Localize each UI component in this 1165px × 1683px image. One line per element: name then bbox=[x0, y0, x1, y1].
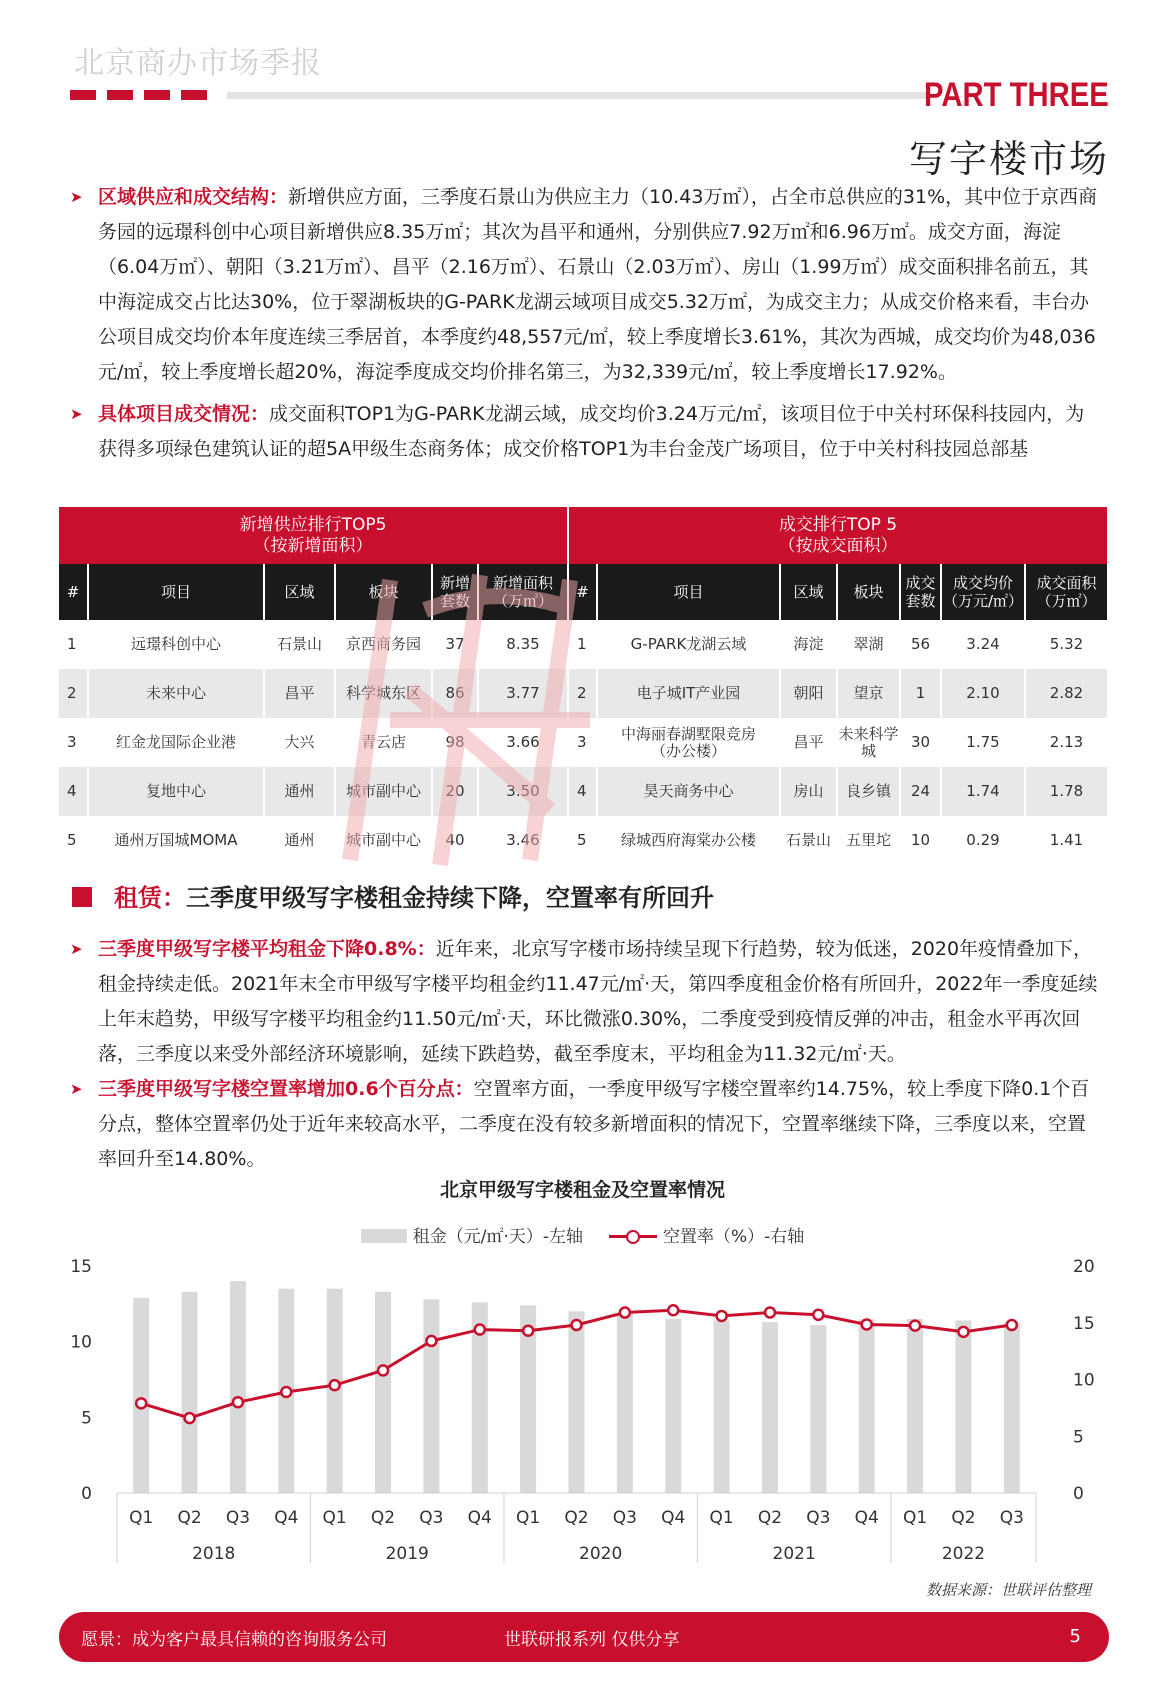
table-cell: 1.41 bbox=[1025, 816, 1107, 865]
column-header: # bbox=[59, 564, 88, 620]
bullet-arrow-icon: ➤ bbox=[70, 1080, 83, 1098]
rent-bar bbox=[182, 1292, 198, 1493]
table-cell: 石景山 bbox=[264, 620, 335, 669]
table-cell: 56 bbox=[900, 620, 941, 669]
table-cell: 86 bbox=[432, 669, 478, 718]
footer-vision: 愿景：成为客户最具信赖的咨询服务公司 bbox=[81, 1630, 387, 1650]
table-cell: 京西商务园 bbox=[335, 620, 432, 669]
rent-bar bbox=[907, 1319, 923, 1493]
quarter-tick: Q3 bbox=[999, 1508, 1024, 1528]
column-header: 成交均价 （万元/㎡） bbox=[941, 564, 1025, 620]
year-label: 2021 bbox=[772, 1544, 816, 1564]
table-cell: 1.75 bbox=[941, 718, 1025, 767]
column-header: 区域 bbox=[264, 564, 335, 620]
table-cell: 3.24 bbox=[941, 620, 1025, 669]
bullet-arrow-icon: ➤ bbox=[70, 940, 83, 958]
paragraph-lead: 三季度甲级写字楼平均租金下降0.8%： bbox=[98, 938, 436, 960]
table-cell: 复地中心 bbox=[88, 767, 264, 816]
rent-bar bbox=[133, 1298, 149, 1493]
rent-bar bbox=[423, 1299, 439, 1493]
rent-vacancy-chart bbox=[0, 1245, 1165, 1575]
table-cell: 1 bbox=[568, 620, 597, 669]
leasing-title: 三季度甲级写字楼租金持续下降，空置率有所回升 bbox=[186, 884, 714, 912]
table-cell: 大兴 bbox=[264, 718, 335, 767]
table-cell: 3.77 bbox=[478, 669, 568, 718]
table-cell: 24 bbox=[900, 767, 941, 816]
table-cell: 1 bbox=[59, 620, 88, 669]
table-cell: 城市副中心 bbox=[335, 767, 432, 816]
vacancy-point bbox=[765, 1308, 775, 1318]
table-cell: 电子城IT产业园 bbox=[597, 669, 780, 718]
column-header: # bbox=[568, 564, 597, 620]
table-cell: 绿城西府海棠办公楼 bbox=[597, 816, 780, 865]
rent-bar bbox=[859, 1319, 875, 1493]
vacancy-paragraph bbox=[70, 1072, 1100, 1177]
rent-bar bbox=[762, 1322, 778, 1493]
table-cell: 2.82 bbox=[1025, 669, 1107, 718]
right-axis-tick: 20 bbox=[1073, 1257, 1095, 1277]
bullet-arrow-icon: ➤ bbox=[70, 188, 83, 206]
table-cell: 五里坨 bbox=[837, 816, 900, 865]
vacancy-point bbox=[330, 1380, 340, 1390]
table-row bbox=[59, 718, 1107, 767]
paragraph-lead: 具体项目成交情况： bbox=[98, 403, 270, 425]
table-cell: G-PARK龙湖云域 bbox=[597, 620, 780, 669]
vacancy-point bbox=[426, 1336, 436, 1346]
left-axis-tick: 15 bbox=[70, 1257, 92, 1277]
table-cell: 3.46 bbox=[478, 816, 568, 865]
quarter-tick: Q2 bbox=[370, 1508, 396, 1528]
table-title-line: （按成交面积） bbox=[778, 535, 898, 556]
table-cell: 2 bbox=[568, 669, 597, 718]
table-cell: 远璟科创中心 bbox=[88, 620, 264, 669]
vacancy-point bbox=[620, 1308, 630, 1318]
year-label: 2018 bbox=[192, 1544, 236, 1564]
column-header: 区域 bbox=[780, 564, 837, 620]
table-cell: 青云店 bbox=[335, 718, 432, 767]
table-cell: 望京 bbox=[837, 669, 900, 718]
column-header: 板块 bbox=[335, 564, 432, 620]
table-cell: 昌平 bbox=[264, 669, 335, 718]
quarter-tick: Q3 bbox=[419, 1508, 444, 1528]
vacancy-point bbox=[572, 1320, 582, 1330]
year-label: 2020 bbox=[579, 1544, 623, 1564]
rent-bar bbox=[375, 1292, 391, 1493]
vacancy-point bbox=[233, 1397, 243, 1407]
column-header: 成交 套数 bbox=[900, 564, 941, 620]
paragraph-lead: 区域供应和成交结构： bbox=[98, 186, 289, 208]
right-axis-tick: 10 bbox=[1073, 1370, 1095, 1391]
vacancy-point bbox=[1007, 1320, 1017, 1330]
column-header: 新增 套数 bbox=[432, 564, 478, 620]
table-title-line: （按新增面积） bbox=[253, 535, 373, 556]
table-cell: 通州 bbox=[264, 767, 335, 816]
vacancy-point bbox=[281, 1387, 291, 1397]
vacancy-point bbox=[475, 1325, 485, 1335]
column-header: 板块 bbox=[837, 564, 900, 620]
right-axis-tick: 0 bbox=[1073, 1484, 1084, 1504]
table-cell: 红金龙国际企业港 bbox=[88, 718, 264, 767]
quarter-tick: Q3 bbox=[225, 1508, 251, 1528]
table-cell: 1.74 bbox=[941, 767, 1025, 816]
table-cell: 3.50 bbox=[478, 767, 568, 816]
page-number: 5 bbox=[1069, 1626, 1081, 1647]
footer-bar bbox=[59, 1612, 1109, 1662]
table-cell: 通州万国城MOMA bbox=[88, 816, 264, 865]
table-cell: 3 bbox=[59, 718, 88, 767]
quarter-tick: Q4 bbox=[274, 1508, 299, 1528]
vacancy-point bbox=[958, 1327, 968, 1337]
rent-bar bbox=[665, 1319, 681, 1493]
right-axis-tick: 5 bbox=[1073, 1427, 1084, 1448]
data-source: 数据来源：世联评估整理 bbox=[925, 1581, 1091, 1599]
column-header: 项目 bbox=[597, 564, 780, 620]
report-title: 北京商办市场季报 bbox=[74, 46, 322, 81]
table-cell: 3 bbox=[568, 718, 597, 767]
vacancy-point bbox=[185, 1413, 195, 1423]
part-label: PART THREE bbox=[924, 76, 1109, 114]
right-axis-tick: 15 bbox=[1073, 1313, 1095, 1334]
table-cell: 5.32 bbox=[1025, 620, 1107, 669]
ranking-table bbox=[59, 507, 1107, 865]
legend-vacancy-label: 空置率（%）-右轴 bbox=[662, 1227, 805, 1247]
quarter-tick: Q1 bbox=[902, 1508, 928, 1528]
quarter-tick: Q2 bbox=[564, 1508, 589, 1528]
table-row bbox=[59, 816, 1107, 865]
table-cell: 未来中心 bbox=[88, 669, 264, 718]
footer-series: 世联研报系列 仅供分享 bbox=[504, 1630, 680, 1650]
table-cell: 中海丽春湖墅限竞房 （办公楼） bbox=[597, 718, 780, 767]
table-cell: 海淀 bbox=[780, 620, 837, 669]
table-cell: 30 bbox=[900, 718, 941, 767]
vacancy-point bbox=[717, 1311, 727, 1321]
leasing-label: 租赁： bbox=[114, 884, 186, 912]
vacancy-point bbox=[862, 1319, 872, 1329]
rent-bar bbox=[714, 1320, 730, 1493]
quarter-tick: Q2 bbox=[177, 1508, 202, 1528]
project-deals-paragraph bbox=[70, 397, 1100, 467]
table-row bbox=[59, 767, 1107, 816]
table-cell: 37 bbox=[432, 620, 478, 669]
section-square-icon bbox=[72, 887, 92, 907]
header-rule bbox=[70, 90, 930, 102]
table-cell: 10 bbox=[900, 816, 941, 865]
vacancy-point bbox=[136, 1398, 146, 1408]
paragraph-lead: 三季度甲级写字楼空置率增加0.6个百分点： bbox=[98, 1078, 474, 1100]
paragraph-text: 近年来，北京写字楼市场持续呈现下行趋势，较为低迷，2020年疫情叠加下，租金持续走低。2021年末全市甲级写字楼平均租金约11.47元/㎡·天，第四季度租金价格有所回升，2022年一季度延续上年末趋势，甲级写字楼平均租金约11.50元/㎡·天，环比微涨0.30%，二季度受到疫情反弹的冲击，租金水平再次回落，三季度以来受外部经济环境影响，延续下跌趋势，截至季度末，平均租金为11.32元/㎡·天。 bbox=[98, 938, 1098, 1065]
year-label: 2019 bbox=[385, 1544, 429, 1564]
table-cell: 石景山 bbox=[780, 816, 837, 865]
left-axis-tick: 5 bbox=[81, 1408, 92, 1429]
vacancy-point bbox=[378, 1365, 388, 1375]
table-cell: 98 bbox=[432, 718, 478, 767]
quarter-tick: Q4 bbox=[467, 1508, 492, 1528]
quarter-tick: Q1 bbox=[322, 1508, 347, 1528]
leasing-section-title bbox=[72, 878, 714, 913]
table-cell: 3.66 bbox=[478, 718, 568, 767]
table-cell: 5 bbox=[59, 816, 88, 865]
table-cell: 40 bbox=[432, 816, 478, 865]
table-cell: 1.78 bbox=[1025, 767, 1107, 816]
legend-bar-swatch bbox=[361, 1229, 407, 1243]
table-cell: 朝阳 bbox=[780, 669, 837, 718]
quarter-tick: Q1 bbox=[709, 1508, 734, 1528]
vacancy-point bbox=[668, 1305, 678, 1315]
table-cell: 5 bbox=[568, 816, 597, 865]
quarter-tick: Q1 bbox=[129, 1508, 154, 1528]
table-row bbox=[59, 669, 1107, 718]
paragraph-text: 成交面积TOP1为G-PARK龙湖云域，成交均价3.24万元/㎡，该项目位于中关村环保科技园内，为获得多项绿色建筑认证的超5A甲级生态商务体；成交价格TOP1为丰台金茂广场项目，位于中关村科技园总部基 bbox=[98, 403, 1085, 460]
supply-ranking-title bbox=[59, 507, 568, 564]
section-heading: 写字楼市场 bbox=[908, 137, 1109, 181]
table-cell: 4 bbox=[59, 767, 88, 816]
chart-legend bbox=[0, 1222, 1165, 1247]
table-cell: 翠湖 bbox=[837, 620, 900, 669]
rent-bar bbox=[810, 1325, 826, 1493]
table-cell: 0.29 bbox=[941, 816, 1025, 865]
deal-ranking-title bbox=[568, 507, 1107, 564]
quarter-tick: Q4 bbox=[661, 1508, 686, 1528]
table-cell: 4 bbox=[568, 767, 597, 816]
legend-line-swatch bbox=[609, 1229, 657, 1243]
rent-bar bbox=[569, 1311, 585, 1493]
left-axis-tick: 10 bbox=[70, 1332, 92, 1353]
table-cell: 通州 bbox=[264, 816, 335, 865]
vacancy-point bbox=[523, 1326, 533, 1336]
bullet-arrow-icon: ➤ bbox=[70, 405, 83, 423]
table-cell: 昌平 bbox=[780, 718, 837, 767]
quarter-tick: Q3 bbox=[806, 1508, 831, 1528]
vacancy-point bbox=[910, 1321, 920, 1331]
column-header: 项目 bbox=[88, 564, 264, 620]
rent-bar bbox=[230, 1281, 246, 1493]
rent-paragraph bbox=[70, 932, 1100, 1072]
supply-structure-paragraph bbox=[70, 180, 1100, 390]
table-title-line: 成交排行TOP 5 bbox=[778, 514, 898, 535]
table-cell: 昊天商务中心 bbox=[597, 767, 780, 816]
rent-bar bbox=[955, 1320, 971, 1493]
table-cell: 2.10 bbox=[941, 669, 1025, 718]
quarter-tick: Q2 bbox=[951, 1508, 976, 1528]
table-cell: 城市副中心 bbox=[335, 816, 432, 865]
table-cell: 8.35 bbox=[478, 620, 568, 669]
table-cell: 2.13 bbox=[1025, 718, 1107, 767]
table-cell: 良乡镇 bbox=[837, 767, 900, 816]
quarter-tick: Q3 bbox=[612, 1508, 637, 1528]
year-label: 2022 bbox=[941, 1544, 986, 1564]
paragraph-text: 新增供应方面，三季度石景山为供应主力（10.43万㎡），占全市总供应的31%，其中位于京西商务园的远璟科创中心项目新增供应8.35万㎡；其次为昌平和通州，分别供应7.92万㎡和6.96万㎡。成交方面，海淀（6.04万㎡）、朝阳（3.21万㎡）、昌平（2.16万㎡）、石景山（2.03万㎡）、房山（1.99万㎡）成交面积排名前五，其中海淀成交占比达30%，位于翠湖板块的G-PARK龙湖云域项目成交5.32万㎡，为成交主力；从成交价格来看，丰台办公项目成交均价本年度连续三季居首，本季度约48,557元/㎡，较上季度增长3.61%，其次为西城，成交均价为48,036元/㎡，较上季度增长超20%，海淀季度成交均价排名第三，为32,339元/㎡，较上季度增长17.92%。 bbox=[98, 186, 1098, 383]
table-row bbox=[59, 620, 1107, 669]
legend-rent-label: 租金（元/㎡·天）-左轴 bbox=[412, 1227, 583, 1247]
chart-title: 北京甲级写字楼租金及空置率情况 bbox=[439, 1179, 725, 1201]
table-cell: 房山 bbox=[780, 767, 837, 816]
quarter-tick: Q1 bbox=[516, 1508, 541, 1528]
table-cell: 20 bbox=[432, 767, 478, 816]
table-cell: 1 bbox=[900, 669, 941, 718]
vacancy-point bbox=[813, 1310, 823, 1320]
paragraph-text: 空置率方面，一季度甲级写字楼空置率约14.75%，较上季度下降0.1个百分点，整体空置率仍处于近年来较高水平，二季度在没有较多新增面积的情况下，空置率继续下降，三季度以来，空置率回升至14.80%。 bbox=[98, 1078, 1090, 1170]
table-cell: 科学城东区 bbox=[335, 669, 432, 718]
column-header: 成交面积 （万㎡） bbox=[1025, 564, 1107, 620]
quarter-tick: Q2 bbox=[757, 1508, 783, 1528]
left-axis-tick: 0 bbox=[81, 1484, 92, 1504]
table-cell: 未来科学 城 bbox=[837, 718, 900, 767]
table-title-line: 新增供应排行TOP5 bbox=[239, 514, 387, 535]
rent-bar bbox=[617, 1314, 633, 1493]
column-header: 新增面积 （万㎡） bbox=[478, 564, 568, 620]
table-cell: 2 bbox=[59, 669, 88, 718]
quarter-tick: Q4 bbox=[854, 1508, 879, 1528]
rent-bar bbox=[1004, 1322, 1020, 1493]
